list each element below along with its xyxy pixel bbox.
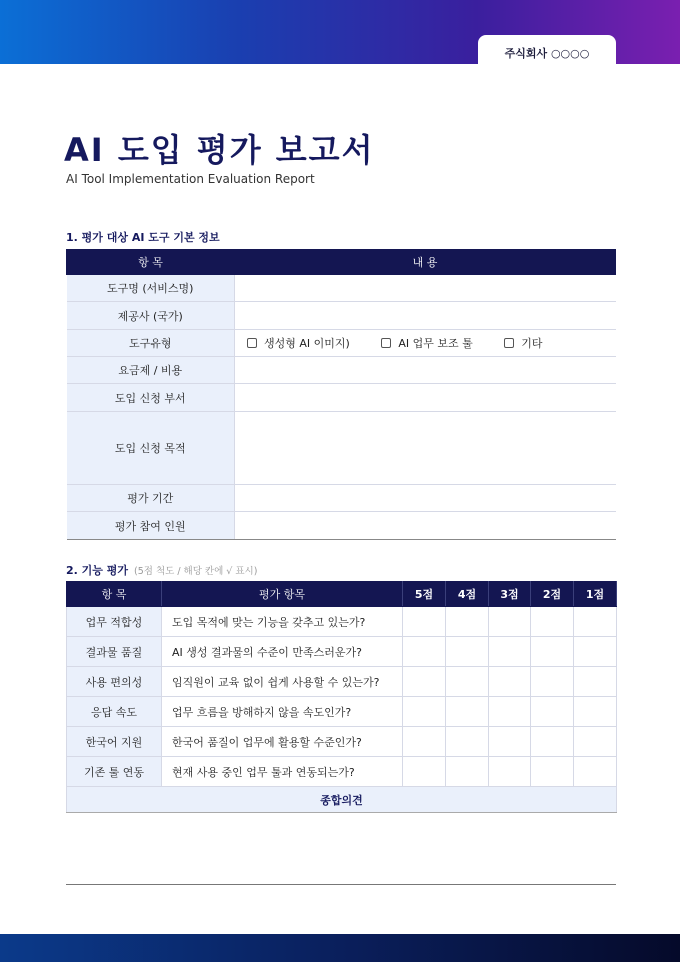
score-cell[interactable] xyxy=(574,727,617,757)
row-label-provider: 제공사 (국가) xyxy=(67,302,235,330)
score-cell[interactable] xyxy=(531,757,574,787)
row-label-participants: 평가 참여 인원 xyxy=(67,512,235,540)
score-header: 2점 xyxy=(531,582,574,607)
score-cell[interactable] xyxy=(403,637,446,667)
criterion-question: AI 생성 결과물의 수준이 만족스러운가? xyxy=(162,637,403,667)
pricing-field[interactable] xyxy=(235,357,616,384)
col-header-content: 내 용 xyxy=(235,250,616,275)
checkbox-icon[interactable] xyxy=(381,338,391,348)
score-cell[interactable] xyxy=(446,757,489,787)
score-header: 3점 xyxy=(489,582,531,607)
score-cell[interactable] xyxy=(403,667,446,697)
score-cell[interactable] xyxy=(531,697,574,727)
criterion-question: 임직원이 교육 없이 쉽게 사용할 수 있는가? xyxy=(162,667,403,697)
criterion-label: 응답 속도 xyxy=(67,697,162,727)
col-header-question: 평가 항목 xyxy=(162,582,403,607)
criterion-label: 한국어 지원 xyxy=(67,727,162,757)
table-row xyxy=(67,727,617,757)
period-field[interactable] xyxy=(235,485,616,512)
score-cell[interactable] xyxy=(574,607,617,637)
row-label-period: 평가 기간 xyxy=(67,485,235,512)
score-cell[interactable] xyxy=(531,727,574,757)
score-cell[interactable] xyxy=(489,637,531,667)
summary-opinion-label: 종합의견 xyxy=(67,787,617,813)
score-cell[interactable] xyxy=(531,607,574,637)
section1-title: 1. 평가 대상 AI 도구 기본 정보 xyxy=(66,231,220,244)
criterion-label: 결과물 품질 xyxy=(67,637,162,667)
row-label-tool-type: 도구유형 xyxy=(67,330,235,357)
document-title: AI 도입 평가 보고서 xyxy=(64,131,375,169)
checkbox-icon[interactable] xyxy=(504,338,514,348)
criterion-label: 업무 적합성 xyxy=(67,607,162,637)
score-cell[interactable] xyxy=(446,637,489,667)
score-cell[interactable] xyxy=(446,667,489,697)
score-cell[interactable] xyxy=(403,697,446,727)
col-header-item: 항 목 xyxy=(67,582,162,607)
function-evaluation-table xyxy=(66,581,617,813)
score-cell[interactable] xyxy=(403,607,446,637)
table-row xyxy=(67,697,617,727)
tool-type-option[interactable]: 기타 xyxy=(504,335,542,351)
score-cell[interactable] xyxy=(403,727,446,757)
document-subtitle: AI Tool Implementation Evaluation Report xyxy=(66,172,315,186)
table-row xyxy=(67,607,617,637)
participants-field[interactable] xyxy=(235,512,616,540)
score-cell[interactable] xyxy=(446,607,489,637)
score-cell[interactable] xyxy=(574,697,617,727)
checkbox-icon[interactable] xyxy=(247,338,257,348)
table-row xyxy=(67,667,617,697)
score-header: 4점 xyxy=(446,582,489,607)
basic-info-table xyxy=(66,249,616,540)
score-cell[interactable] xyxy=(489,727,531,757)
score-cell[interactable] xyxy=(531,637,574,667)
company-name: 주식회사 ○○○○ xyxy=(504,47,590,60)
table-row xyxy=(67,637,617,667)
score-cell[interactable] xyxy=(574,757,617,787)
score-header: 5점 xyxy=(403,582,446,607)
criterion-label: 기존 툴 연동 xyxy=(67,757,162,787)
department-field[interactable] xyxy=(235,384,616,412)
criterion-question: 업무 흐름을 방해하지 않을 속도인가? xyxy=(162,697,403,727)
score-cell[interactable] xyxy=(489,757,531,787)
purpose-field[interactable] xyxy=(235,412,616,485)
score-cell[interactable] xyxy=(574,667,617,697)
score-cell[interactable] xyxy=(531,667,574,697)
col-header-item: 항 목 xyxy=(67,250,235,275)
criterion-label: 사용 편의성 xyxy=(67,667,162,697)
score-cell[interactable] xyxy=(446,697,489,727)
score-cell[interactable] xyxy=(489,667,531,697)
provider-field[interactable] xyxy=(235,302,616,330)
table-row xyxy=(67,757,617,787)
tool-type-options xyxy=(235,330,616,357)
score-cell[interactable] xyxy=(489,697,531,727)
summary-divider xyxy=(66,884,616,885)
criterion-question: 한국어 품질이 업무에 활용할 수준인가? xyxy=(162,727,403,757)
footer-band xyxy=(0,934,680,962)
tool-type-option[interactable]: 생성형 AI 이미지) xyxy=(247,335,350,351)
criterion-question: 현재 사용 중인 업무 툴과 연동되는가? xyxy=(162,757,403,787)
section2-note: (5점 척도 / 해당 칸에 √ 표시) xyxy=(134,566,258,577)
tool-name-field[interactable] xyxy=(235,275,616,302)
row-label-purpose: 도입 신청 목적 xyxy=(67,412,235,485)
score-cell[interactable] xyxy=(574,637,617,667)
score-cell[interactable] xyxy=(403,757,446,787)
section2-title: 2. 기능 평가 (5점 척도 / 해당 칸에 √ 표시) xyxy=(66,564,258,577)
score-cell[interactable] xyxy=(489,607,531,637)
tool-type-option[interactable]: AI 업무 보조 툴 xyxy=(381,335,472,351)
score-cell[interactable] xyxy=(446,727,489,757)
score-header: 1점 xyxy=(574,582,617,607)
row-label-tool-name: 도구명 (서비스명) xyxy=(67,275,235,302)
row-label-department: 도입 신청 부서 xyxy=(67,384,235,412)
row-label-pricing: 요금제 / 비용 xyxy=(67,357,235,384)
criterion-question: 도입 목적에 맞는 기능을 갖추고 있는가? xyxy=(162,607,403,637)
